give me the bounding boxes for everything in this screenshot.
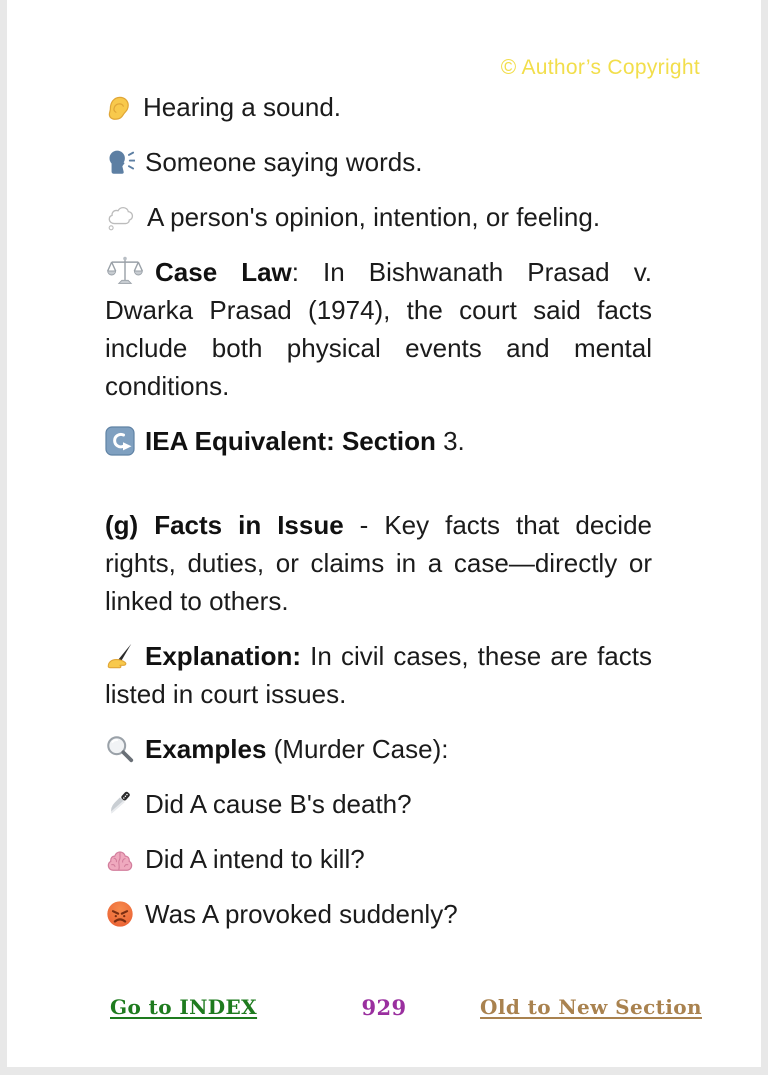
paragraph-text: Was A provoked suddenly?: [145, 899, 458, 929]
bullet-speaking: [105, 143, 652, 181]
paragraph-bold: (g) Facts in Issue: [105, 510, 344, 540]
paragraph-bold: Explanation:: [145, 641, 302, 671]
arrow-curving-right-icon: [105, 426, 135, 456]
paragraph-text: Hearing a sound.: [143, 92, 342, 122]
old-to-new-section-link[interactable]: Old to New Section: [480, 995, 702, 1019]
bullet-explanation: [105, 637, 652, 713]
paragraph-text: - Key facts that decide rights, duties, or claims in a case—directly or linked to others.: [105, 510, 652, 616]
bullet-provoked: [105, 895, 652, 933]
thought-balloon-icon: [105, 202, 137, 232]
brain-icon: [105, 847, 135, 874]
paragraph-text: 3.: [435, 426, 465, 456]
bullet-hearing: [105, 88, 652, 126]
paragraph-text: Someone saying words.: [145, 147, 423, 177]
paragraph-text: Did A cause B's death?: [145, 789, 412, 819]
paragraph-text: : In Bishwanath Prasad v. Dwarka Prasad (1974), the court said facts include both physical events and mental conditions.: [105, 257, 652, 401]
paragraph-text: Did A intend to kill?: [145, 844, 365, 874]
paragraph-bold: Examples: [145, 734, 267, 764]
page-content: [7, 80, 761, 933]
paragraph-text: In civil cases, these are facts listed in court issues.: [105, 641, 652, 709]
bullet-thought: [105, 198, 652, 236]
bullet-examples: [105, 730, 652, 768]
bullet-case-law: [105, 253, 652, 405]
heading-facts-in-issue: [105, 506, 652, 620]
bullet-intend-kill: [105, 840, 652, 878]
paragraph-text: (Murder Case):: [266, 734, 449, 764]
writing-hand-icon: [105, 641, 135, 671]
footer-nav: [7, 995, 761, 1019]
balance-scale-icon: [105, 255, 145, 287]
bullet-cause-death: [105, 785, 652, 823]
page-card: [7, 0, 761, 1067]
page-number: 929: [361, 995, 407, 1020]
ear-icon: [105, 92, 133, 122]
kitchen-knife-icon: [105, 789, 135, 819]
magnifying-glass-icon: [105, 734, 135, 764]
paragraph-bold: Case Law: [155, 257, 292, 287]
angry-face-icon: [105, 899, 135, 929]
paragraph-bold: IEA Equivalent: Section: [145, 426, 436, 456]
paragraph-text: A person's opinion, intention, or feeling.: [147, 202, 601, 232]
bullet-iea-equivalent: [105, 422, 652, 460]
speaking-head-icon: [105, 147, 135, 177]
go-to-index-link[interactable]: Go to INDEX: [110, 995, 258, 1019]
copyright-notice: © Author’s Copyright: [500, 56, 700, 79]
